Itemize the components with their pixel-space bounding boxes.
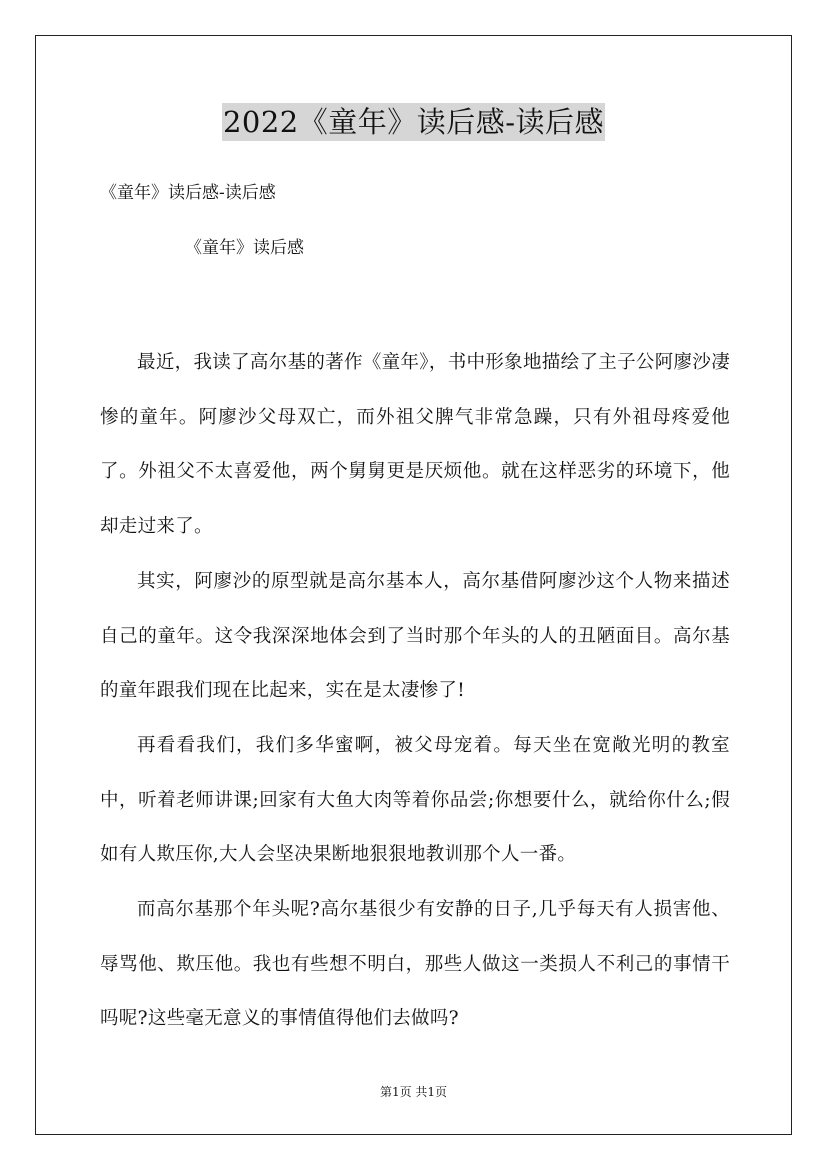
document-title: 2022《童年》读后感-读后感 — [222, 105, 605, 139]
document-subheading: 《童年》读后感 — [185, 238, 304, 258]
page-footer: 第1页 共1页 — [379, 1085, 448, 1099]
paragraph: 再看看我们，我们多华蜜啊，被父母宠着。每天坐在宽敞光明的教室中，听着老师讲课;回家有大鱼大肉等着你品尝;你想要什么，就给你什么;假如有人欺压你,大人会坚决果断地狠狠地教训那个人一番。 — [100, 734, 730, 866]
document-subtitle: 《童年》读后感-读后感 — [100, 183, 276, 203]
paragraph: 而高尔基那个年头呢?高尔基很少有安静的日子,几乎每天有人损害他、辱骂他、欺压他。我也有些想不明白，那些人做这一类损人不利己的事情干吗呢?这些毫无意义的事情值得他们去做吗? — [100, 899, 730, 1030]
paragraph: 最近，我读了高尔基的著作《童年》，书中形象地描绘了主子公阿廖沙凄惨的童年。阿廖沙父母双亡，而外祖父脾气非常急躁，只有外祖母疼爱他了。外祖父不太喜爱他，两个舅舅更是厌烦他。就在这样恶劣的环境下，他却走过来了。 — [100, 352, 730, 538]
title-container — [0, 103, 827, 141]
paragraph: 其实，阿廖沙的原型就是高尔基本人，高尔基借阿廖沙这个人物来描述自己的童年。这令我深深地体会到了当时那个年头的人的丑陋面目。高尔基的童年跟我们现在比起来，实在是太凄惨了! — [100, 570, 730, 702]
document-body — [100, 336, 730, 1047]
